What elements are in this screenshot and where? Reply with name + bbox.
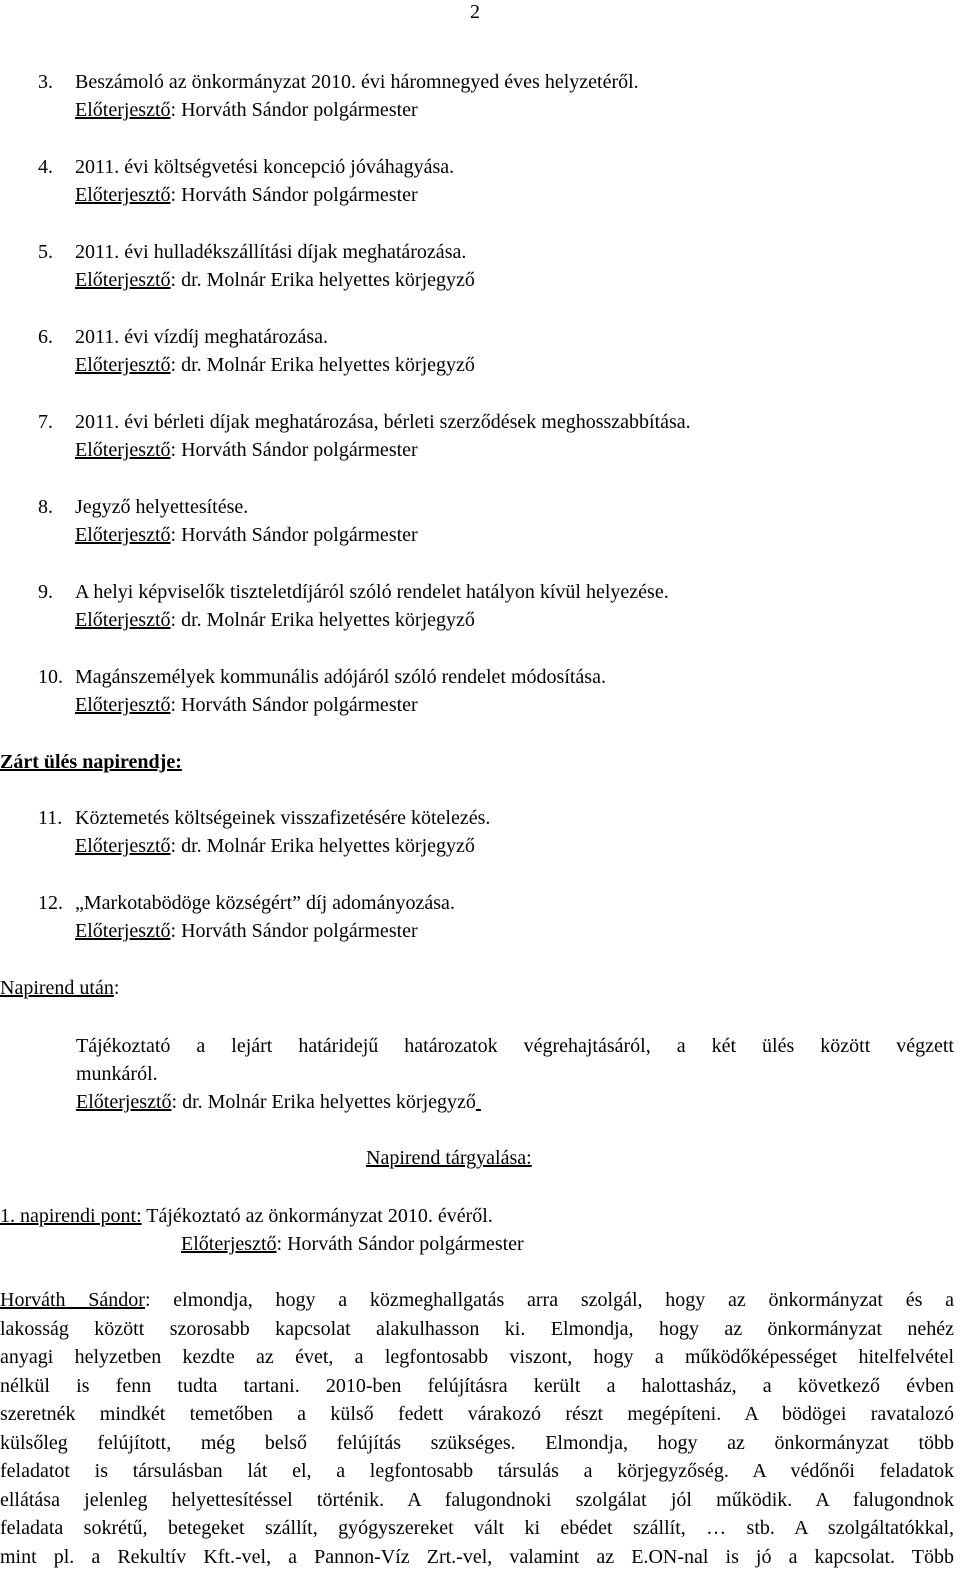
paragraph-line: lakosság között szorosabb kapcsolat alakulhasson ki. Elmondja, hogy az önkormányzat nehéz: [0, 1317, 954, 1340]
item-title: 2011. évi bérleti díjak meghatározása, bérleti szerződések meghosszabbítása.: [75, 411, 691, 433]
item-presenter: Előterjesztő: dr. Molnár Erika helyettes körjegyző: [75, 609, 475, 631]
discussion-heading: Napirend tárgyalása:: [366, 1147, 532, 1169]
after-agenda-heading: Napirend után:: [0, 977, 120, 999]
item-title: A helyi képviselők tiszteletdíjáról szóló rendelet hatályon kívül helyezése.: [75, 581, 669, 603]
item-title: Köztemetés költségeinek visszafizetésére kötelezés.: [75, 807, 491, 829]
paragraph-line: külsőleg felújított, még belső felújítás szükséges. Elmondja, hogy az önkormányzat több: [0, 1431, 954, 1454]
item-presenter: Előterjesztő: Horváth Sándor polgármester: [75, 184, 418, 206]
item-title: 2011. évi költségvetési koncepció jóváhagyása.: [75, 156, 455, 178]
after-agenda-text: Tájékoztató a lejárt határidejű határozatok végrehajtásáról, a két ülés között végzett: [76, 1035, 954, 1057]
item-number: 11.: [38, 807, 63, 829]
after-agenda-text-2: munkáról.: [76, 1063, 158, 1085]
after-agenda-block: [76, 1032, 954, 1116]
point-label: 1. napirendi pont:: [0, 1205, 142, 1227]
page-number: 2: [470, 1, 480, 23]
paragraph-line: ellátása jelenleg helyettesítéssel történik. A falugondnoki szolgálat jól működik. A falugondnok: [0, 1488, 954, 1511]
item-number: 9.: [38, 581, 53, 603]
item-number: 8.: [38, 496, 53, 518]
item-title: Beszámoló az önkormányzat 2010. évi háromnegyed éves helyzetéről.: [75, 71, 639, 93]
item-title: 2011. évi vízdíj meghatározása.: [75, 326, 329, 348]
item-number: 5.: [38, 241, 53, 263]
item-title: Magánszemélyek kommunális adójáról szóló rendelet módosítása.: [75, 666, 606, 688]
item-presenter: Előterjesztő: Horváth Sándor polgármester: [75, 99, 418, 121]
item-presenter: Előterjesztő: dr. Molnár Erika helyettes körjegyző: [75, 269, 475, 291]
paragraph-line: nélkül is fenn tudta tartani. 2010-ben felújításra került a halottasház, a következő évben: [0, 1374, 954, 1397]
point-title: Tájékoztató az önkormányzat 2010. évéről.: [141, 1205, 493, 1227]
speech-paragraph: [0, 1286, 954, 1571]
item-presenter: Előterjesztő: Horváth Sándor polgármester: [75, 439, 418, 461]
item-title: 2011. évi hulladékszállítási díjak meghatározása.: [75, 241, 467, 263]
paragraph-line: mint pl. a Rekultív Kft.-vel, a Pannon-Víz Zrt.-vel, valamint az E.ON-nal is jó a kapcsolat. Több: [0, 1545, 954, 1568]
item-number: 10.: [38, 666, 63, 688]
item-presenter: Előterjesztő: Horváth Sándor polgármester: [75, 524, 418, 546]
paragraph-line: szeretnék mindkét temetőben a külső fedett várakozó részt megépíteni. A bödögei ravatalozó: [0, 1403, 954, 1425]
speaker-name: Horváth Sándor: [0, 1289, 145, 1311]
item-presenter: Előterjesztő: dr. Molnár Erika helyettes körjegyző: [75, 835, 475, 857]
item-presenter: Előterjesztő: Horváth Sándor polgármester: [75, 920, 418, 942]
item-number: 6.: [38, 326, 53, 348]
point-presenter: Előterjesztő: Horváth Sándor polgármester: [181, 1233, 524, 1255]
item-title: Jegyző helyettesítése.: [75, 496, 249, 518]
item-presenter: Előterjesztő: dr. Molnár Erika helyettes körjegyző: [75, 354, 475, 376]
item-number: 4.: [38, 156, 53, 178]
agenda-point-1: [0, 1202, 493, 1230]
closed-session-heading: Zárt ülés napirendje:: [0, 751, 182, 773]
item-number: 12.: [38, 892, 63, 914]
paragraph-line: feladatot is társulásban lát el, a legfontosabb társulás a körjegyzőség. A védőnői feladatok: [0, 1460, 954, 1482]
item-number: 3.: [38, 71, 53, 93]
item-presenter: Előterjesztő: Horváth Sándor polgármester: [75, 694, 418, 716]
paragraph-line: anyagi helyzetben kezdte az évet, a legfontosabb viszont, hogy a működőképességet hitelfelvétel: [0, 1346, 954, 1368]
item-title: „Markotabödöge községért” díj adományozása.: [75, 892, 455, 914]
paragraph-line: feladata sokrétű, betegeket szállít, gyógyszereket vált ki ebédet szállít, … stb. A szolgáltatókkal,: [0, 1517, 954, 1539]
after-agenda-presenter: Előterjesztő: dr. Molnár Erika helyettes körjegyző: [76, 1091, 476, 1113]
item-number: 7.: [38, 411, 53, 433]
paragraph-line: Horváth Sándor: elmondja, hogy a közmeghallgatás arra szolgál, hogy az önkormányzat és a: [0, 1289, 955, 1311]
